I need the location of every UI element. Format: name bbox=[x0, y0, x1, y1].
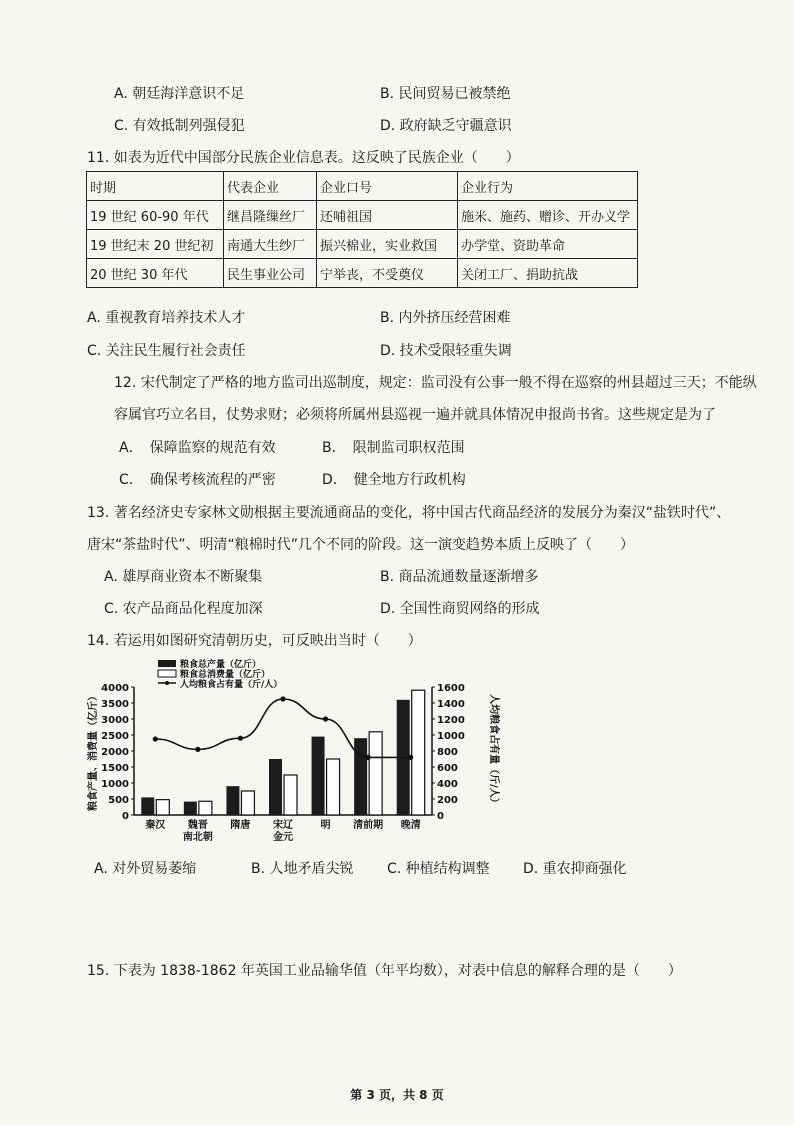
y-tick-label: 1500 bbox=[101, 763, 129, 774]
x-tick-label: 隋唐 bbox=[230, 820, 251, 831]
line-point bbox=[323, 716, 328, 721]
legend-swatch-line-point bbox=[165, 681, 169, 685]
table-cell: 南通大生纱厂 bbox=[224, 230, 317, 259]
x-tick-label: 清前期 bbox=[353, 820, 384, 831]
bar-consumption bbox=[284, 775, 297, 815]
table-cell: 振兴棉业，实业救国 bbox=[317, 230, 458, 259]
table-cell: 办学堂、资助革命 bbox=[458, 230, 638, 259]
q12-option-a[interactable]: A． 保障监察的规范有效 bbox=[119, 440, 276, 456]
x-tick-label: 晚清 bbox=[400, 820, 421, 831]
y-tick-label: 1000 bbox=[101, 779, 129, 790]
line-point bbox=[238, 736, 243, 741]
table-header-row bbox=[87, 172, 638, 201]
q13-stem-line2: 唐宋“茶盐时代”、明清“粮棉时代”几个不同的阶段。这一演变趋势本质上反映了（ ） bbox=[87, 537, 635, 553]
y-tick-label: 500 bbox=[108, 795, 129, 806]
q12-option-c[interactable]: C． 确保考核流程的严密 bbox=[119, 472, 276, 488]
y2-tick-label: 1000 bbox=[437, 731, 465, 742]
q13-option-b[interactable]: B. 商品流通数量逐渐增多 bbox=[380, 569, 539, 585]
y-tick-label: 3500 bbox=[101, 699, 129, 710]
y2-tick-label: 200 bbox=[437, 795, 458, 806]
table-cell: 民生事业公司 bbox=[224, 259, 317, 288]
bar-production bbox=[184, 802, 197, 815]
table-header-cell: 时期 bbox=[87, 172, 224, 201]
y2-tick-label: 1400 bbox=[437, 699, 465, 710]
table-row bbox=[87, 230, 638, 259]
q12-option-d[interactable]: D． 健全地方行政机构 bbox=[322, 472, 466, 488]
y-tick-label: 0 bbox=[122, 811, 129, 822]
y2-tick-label: 1600 bbox=[437, 683, 465, 694]
bar-production bbox=[226, 786, 239, 815]
y-tick-label: 2000 bbox=[101, 747, 129, 758]
table-header-cell: 企业口号 bbox=[317, 172, 458, 201]
legend-swatch-consumption bbox=[158, 670, 176, 677]
table-cell: 施米、施药、赠诊、开办义学 bbox=[458, 201, 638, 230]
q11-option-c[interactable]: C. 关注民生履行社会责任 bbox=[87, 343, 246, 359]
q14-option-a[interactable]: A. 对外贸易萎缩 bbox=[94, 861, 197, 877]
y-axis-title: 粮食产量、消费量（亿斤） bbox=[88, 691, 99, 811]
q14-option-d[interactable]: D. 重农抑商强化 bbox=[523, 861, 627, 877]
table-row bbox=[87, 259, 638, 288]
q12-option-b[interactable]: B． 限制监司职权范围 bbox=[322, 440, 465, 456]
q11-stem: 11. 如表为近代中国部分民族企业信息表。这反映了民族企业（ ） bbox=[87, 150, 520, 166]
q14-option-c[interactable]: C. 种植结构调整 bbox=[387, 861, 490, 877]
table-cell: 关闭工厂、捐助抗战 bbox=[458, 259, 638, 288]
table-cell: 19 世纪末 20 世纪初 bbox=[87, 230, 224, 259]
q10-option-b[interactable]: B. 民间贸易已被禁绝 bbox=[380, 86, 511, 102]
bar-production bbox=[269, 759, 282, 815]
table-cell: 还哺祖国 bbox=[317, 201, 458, 230]
y2-tick-label: 0 bbox=[437, 811, 444, 822]
bar-consumption bbox=[241, 791, 254, 815]
q13-option-d[interactable]: D. 全国性商贸网络的形成 bbox=[380, 601, 540, 617]
line-point bbox=[408, 755, 413, 760]
q13-option-a[interactable]: A. 雄厚商业资本不断聚集 bbox=[104, 569, 263, 585]
bar-consumption bbox=[156, 800, 169, 815]
y-tick-label: 3000 bbox=[101, 715, 129, 726]
line-point bbox=[153, 736, 158, 741]
table-cell: 宁举丧，不受奠仪 bbox=[317, 259, 458, 288]
y-tick-label: 4000 bbox=[101, 683, 129, 694]
x-tick-label: 秦汉 bbox=[145, 820, 166, 831]
q10-option-d[interactable]: D. 政府缺乏守疆意识 bbox=[380, 118, 512, 134]
q11-option-b[interactable]: B. 内外挤压经营困难 bbox=[380, 310, 511, 326]
bar-production bbox=[312, 737, 325, 815]
bar-consumption bbox=[327, 759, 340, 815]
q11-option-d[interactable]: D. 技术受限轻重失调 bbox=[380, 343, 512, 359]
q15-stem: 15. 下表为 1838-1862 年英国工业品输华值（年平均数），对表中信息的解释合理的是（ ） bbox=[87, 963, 682, 979]
x-tick-label: 魏晋 bbox=[187, 820, 208, 831]
legend-swatch-production bbox=[158, 660, 176, 667]
x-tick-label: 南北朝 bbox=[182, 832, 213, 843]
x-tick-label: 明 bbox=[320, 820, 331, 831]
q10-option-c[interactable]: C. 有效抵制列强侵犯 bbox=[114, 118, 245, 134]
grain-chart bbox=[86, 655, 506, 845]
q12-stem-line1: 12. 宋代制定了严格的地方监司出巡制度，规定：监司没有公事一般不得在巡察的州县超过三天；不能纵 bbox=[114, 375, 757, 391]
line-point bbox=[366, 755, 371, 760]
q14-stem: 14. 若运用如图研究清朝历史，可反映出当时（ ） bbox=[87, 633, 422, 649]
table-cell: 19 世纪 60-90 年代 bbox=[87, 201, 224, 230]
x-tick-label: 金元 bbox=[273, 832, 293, 843]
legend-label: 人均粮食占有量（斤/人） bbox=[180, 680, 283, 690]
bar-consumption bbox=[369, 732, 382, 815]
enterprise-table bbox=[86, 171, 638, 288]
table-row bbox=[87, 201, 638, 230]
table-header-cell: 代表企业 bbox=[224, 172, 317, 201]
y2-tick-label: 1200 bbox=[437, 715, 465, 726]
y2-axis-title: 人均粮食占有量（斤/人） bbox=[488, 694, 499, 808]
q14-option-b[interactable]: B. 人地矛盾尖锐 bbox=[251, 861, 354, 877]
x-tick-label: 宋辽 bbox=[273, 820, 293, 831]
y2-tick-label: 400 bbox=[437, 779, 458, 790]
q12-stem-line2: 容属官巧立名目，仗势求财；必须将所属州县巡视一遍并就具体情况申报尚书省。这些规定是为了 bbox=[114, 407, 716, 423]
bar-production bbox=[141, 797, 154, 815]
table-header-cell: 企业行为 bbox=[458, 172, 638, 201]
legend-label: 粮食总产量（亿斤） bbox=[180, 660, 262, 670]
q11-option-a[interactable]: A. 重视教育培养技术人才 bbox=[87, 310, 246, 326]
y2-tick-label: 600 bbox=[437, 763, 458, 774]
y-tick-label: 2500 bbox=[101, 731, 129, 742]
q10-option-a[interactable]: A. 朝廷海洋意识不足 bbox=[114, 86, 245, 102]
table-cell: 20 世纪 30 年代 bbox=[87, 259, 224, 288]
legend-label: 粮食总消费量（亿斤） bbox=[180, 670, 271, 680]
q13-stem-line1: 13. 著名经济史专家林文勋根据主要流通商品的变化，将中国古代商品经济的发展分为秦汉“盐铁时代”、 bbox=[87, 505, 731, 521]
y2-tick-label: 800 bbox=[437, 747, 458, 758]
bar-consumption bbox=[199, 801, 212, 815]
line-point bbox=[280, 696, 285, 701]
table-cell: 继昌隆缫丝厂 bbox=[224, 201, 317, 230]
line-point bbox=[195, 747, 200, 752]
page-number: 第 3 页，共 8 页 bbox=[350, 1088, 444, 1102]
q13-option-c[interactable]: C. 农产品商品化程度加深 bbox=[104, 601, 263, 617]
bar-consumption bbox=[412, 690, 425, 815]
bar-production bbox=[354, 738, 367, 815]
